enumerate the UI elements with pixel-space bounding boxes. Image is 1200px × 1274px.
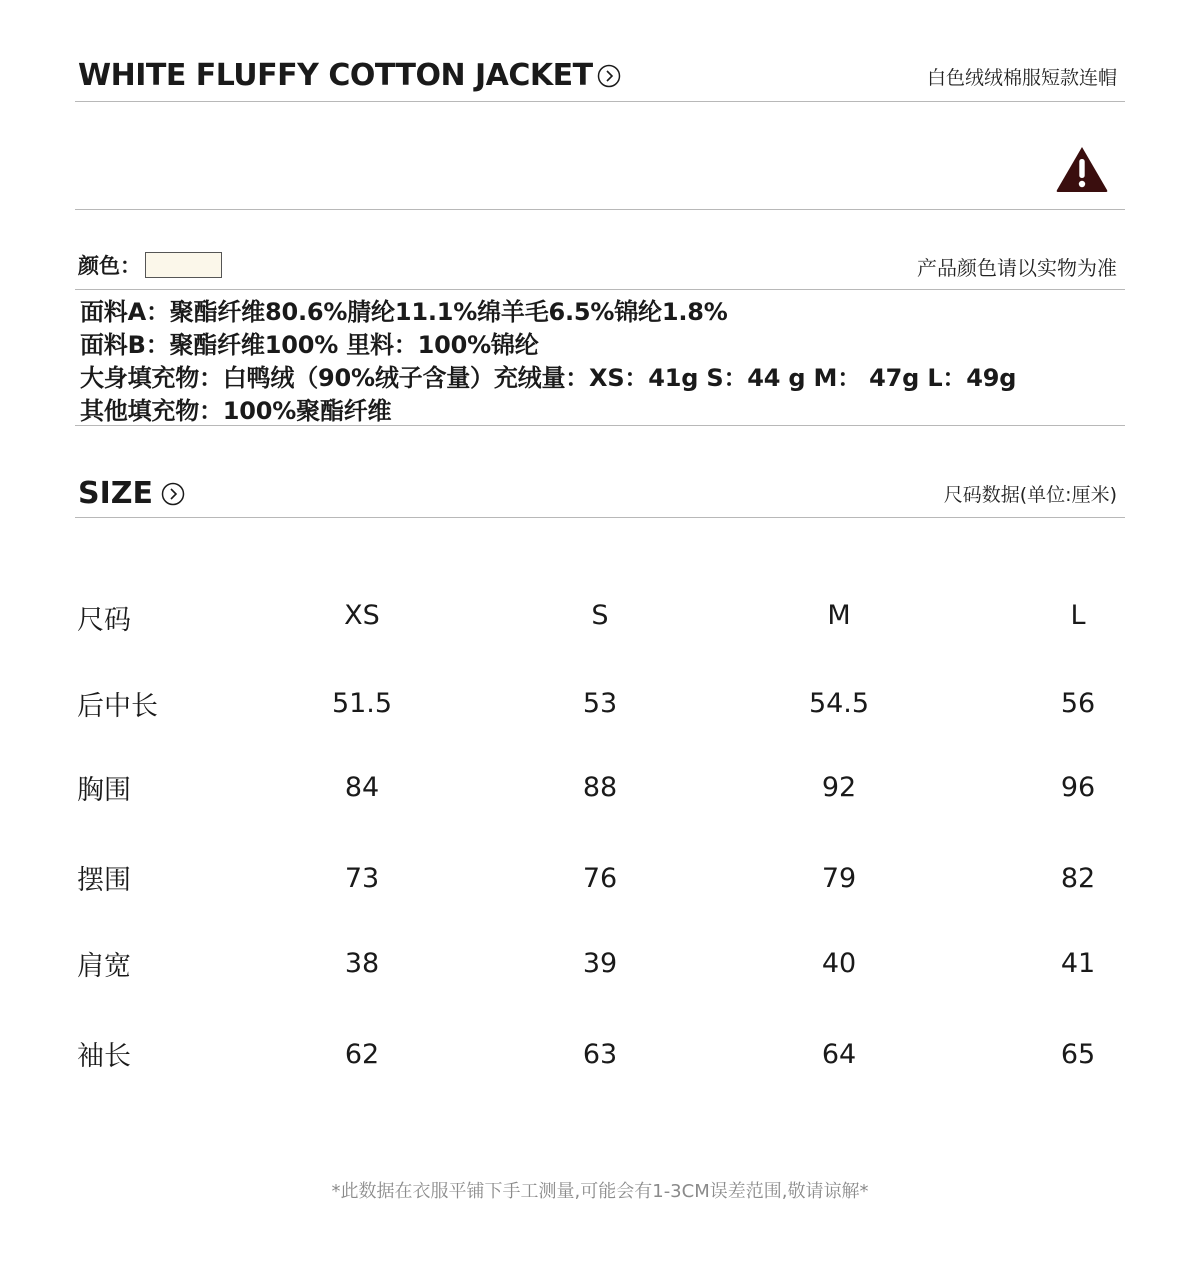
material-line: 大身填充物：白鸭绒（90%绒子含量）充绒量：XS：41g S：44 g M： 47g L：49g — [80, 364, 1017, 392]
chevron-right-circle-icon — [597, 64, 621, 88]
table-cell: 64 — [821, 1039, 857, 1070]
size-title-text: SIZE — [78, 476, 154, 511]
table-header-size: M — [827, 600, 851, 631]
table-row-label: 肩宽 — [77, 951, 131, 982]
product-subtitle: 白色绒绒棉服短款连帽 — [926, 67, 1117, 89]
table-cell: 51.5 — [331, 688, 393, 719]
size-section-title — [78, 476, 185, 511]
measurement-footnote: *此数据在衣服平铺下手工测量,可能会有1-3CM误差范围,敬请谅解* — [331, 1181, 869, 1202]
table-cell: 82 — [1060, 863, 1096, 894]
divider — [75, 101, 1125, 102]
table-cell: 62 — [344, 1039, 380, 1070]
table-cell: 40 — [821, 948, 857, 979]
color-row — [78, 250, 222, 280]
color-label: 颜色： — [78, 254, 141, 278]
table-header-size: S — [591, 600, 609, 631]
table-row-label: 胸围 — [77, 775, 131, 806]
table-header-size: XS — [344, 600, 380, 631]
divider — [75, 289, 1125, 290]
table-cell: 79 — [821, 863, 857, 894]
color-swatch — [145, 252, 222, 278]
table-header-label: 尺码 — [77, 605, 131, 636]
divider — [75, 425, 1125, 426]
size-unit-note: 尺码数据(单位:厘米) — [943, 484, 1117, 506]
color-note: 产品颜色请以实物为准 — [917, 256, 1117, 280]
divider — [75, 517, 1125, 518]
table-cell: 54.5 — [808, 688, 870, 719]
table-header-size: L — [1070, 600, 1086, 631]
table-cell: 96 — [1060, 772, 1096, 803]
table-cell: 65 — [1060, 1039, 1096, 1070]
page-title-text: WHITE FLUFFY COTTON JACKET — [78, 58, 593, 93]
material-line: 面料B：聚酯纤维100% 里料：100%锦纶 — [80, 331, 539, 359]
material-line: 其他填充物：100%聚酯纤维 — [80, 397, 392, 425]
table-row-label: 后中长 — [77, 691, 158, 722]
table-cell: 88 — [582, 772, 618, 803]
material-line: 面料A：聚酯纤维80.6%腈纶11.1%绵羊毛6.5%锦纶1.8% — [80, 298, 728, 326]
table-cell: 53 — [582, 688, 618, 719]
table-cell: 39 — [582, 948, 618, 979]
page-title — [78, 58, 621, 93]
table-cell: 92 — [821, 772, 857, 803]
table-cell: 41 — [1060, 948, 1096, 979]
table-row-label: 袖长 — [77, 1041, 131, 1072]
table-cell: 76 — [582, 863, 618, 894]
table-cell: 63 — [582, 1039, 618, 1070]
table-cell: 73 — [344, 863, 380, 894]
table-cell: 56 — [1060, 688, 1096, 719]
chevron-right-circle-icon — [161, 482, 185, 506]
warning-triangle-icon — [1055, 145, 1109, 193]
divider — [75, 209, 1125, 210]
table-cell: 84 — [344, 772, 380, 803]
table-row-label: 摆围 — [77, 865, 131, 896]
table-cell: 38 — [344, 948, 380, 979]
